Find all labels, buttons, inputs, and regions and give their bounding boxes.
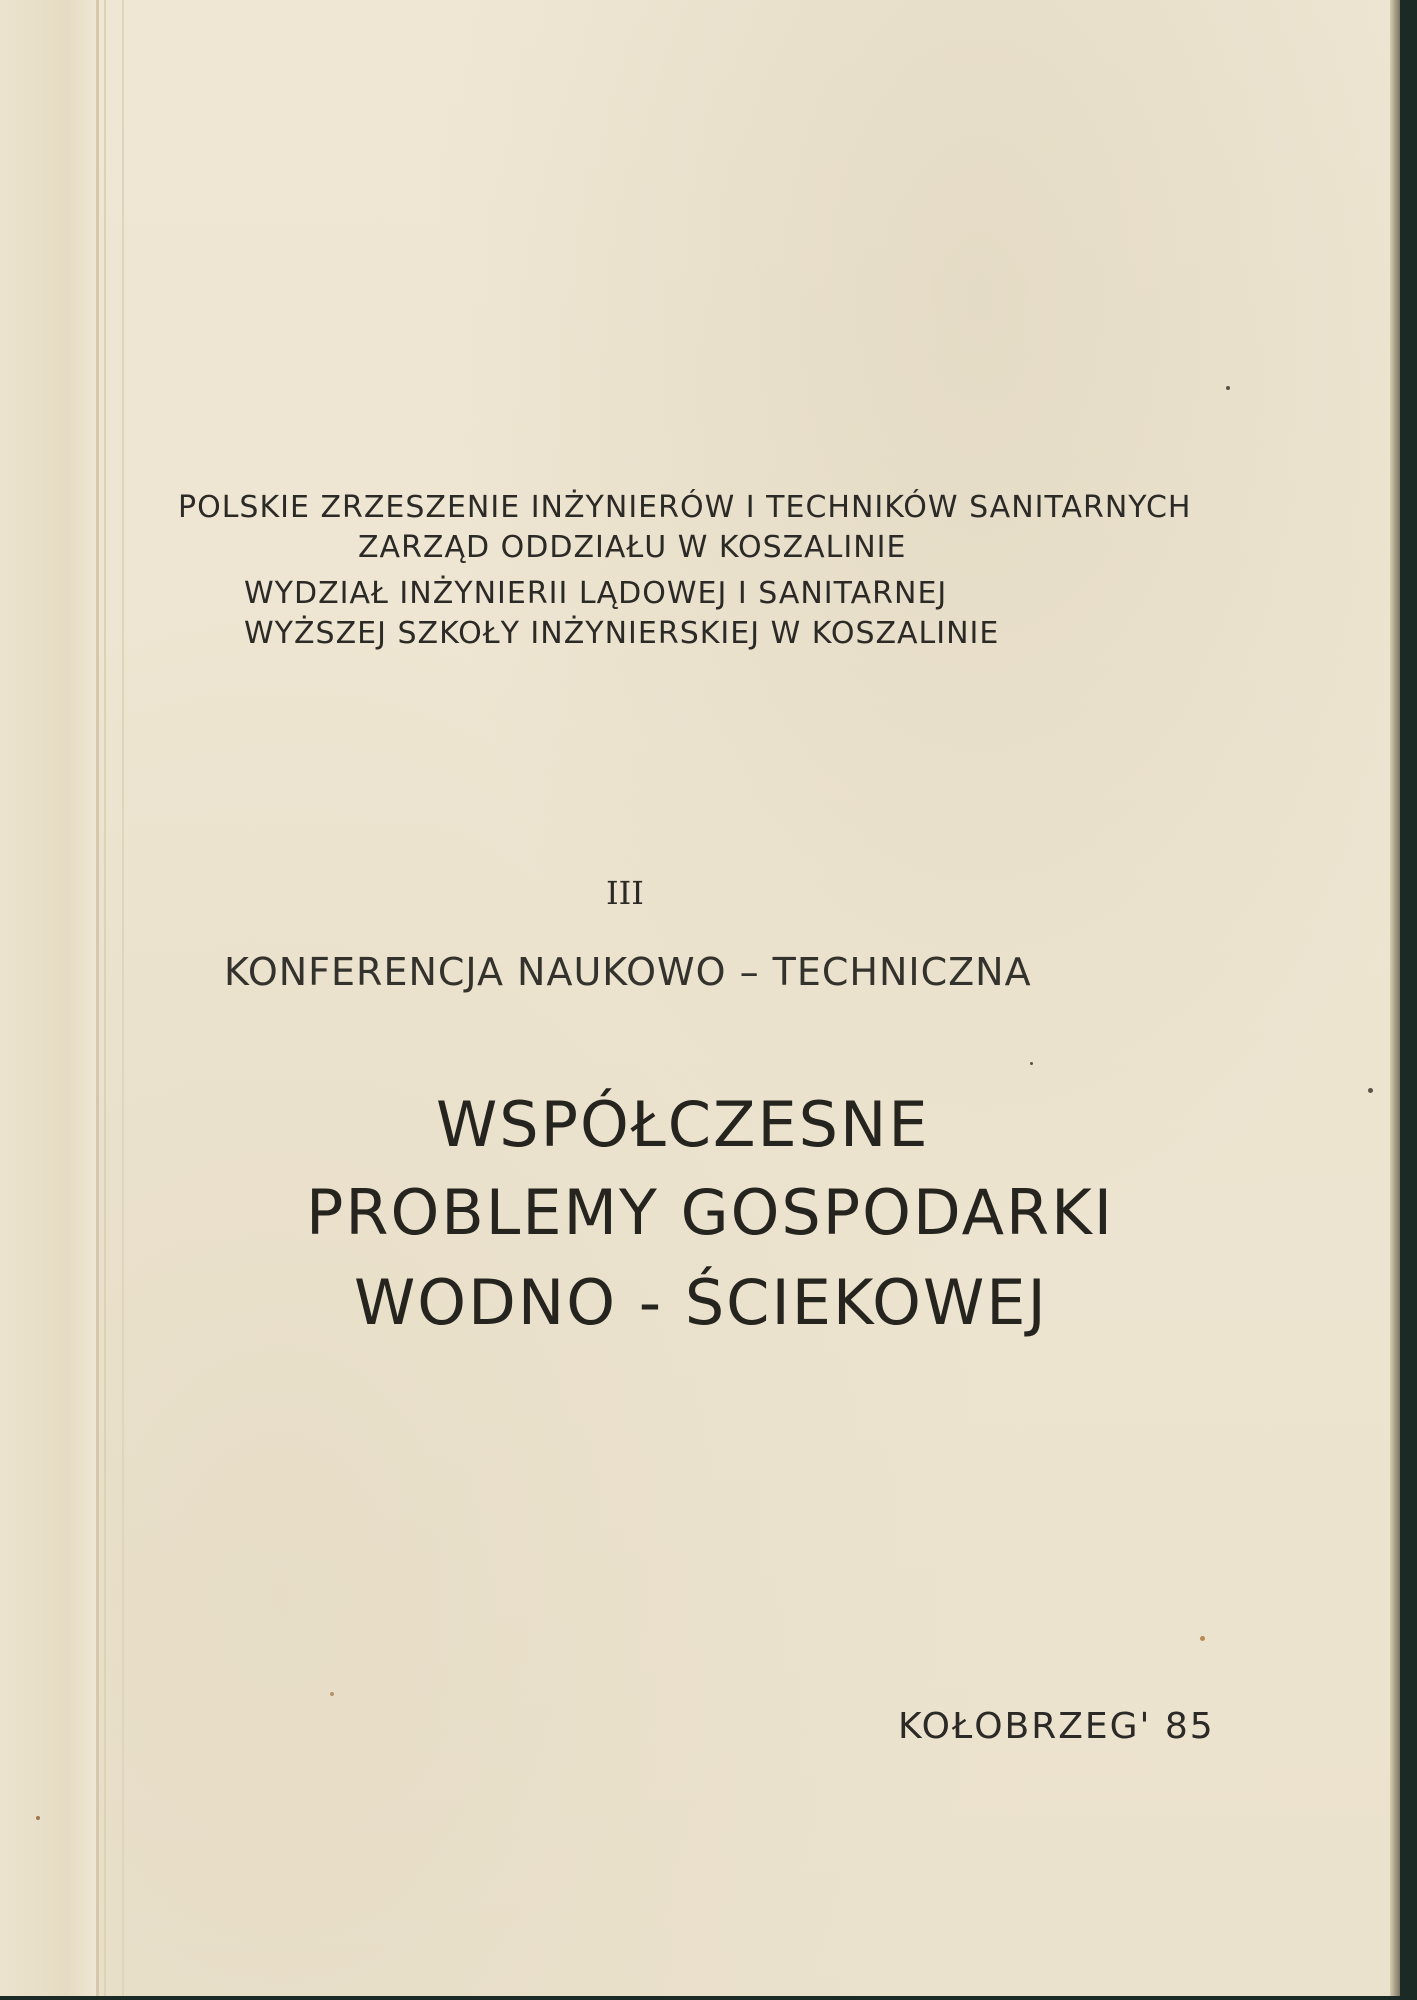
- paper-speck: [1226, 386, 1230, 390]
- organization-line-1: POLSKIE ZRZESZENIE INŻYNIERÓW I TECHNIKÓW SANITARNYCH: [178, 490, 1192, 525]
- spine-binding: [0, 0, 96, 1996]
- paper-speck: [1030, 1062, 1033, 1065]
- title-line-2: PROBLEMY GOSPODARKI: [306, 1176, 1115, 1249]
- organization-line-3: WYDZIAŁ INŻYNIERII LĄDOWEJ I SANITARNEJ: [244, 576, 948, 611]
- spine-crease: [104, 0, 106, 1996]
- paper-speck: [1200, 1636, 1205, 1641]
- edition-number: III: [606, 874, 644, 912]
- title-line-3: WODNO - ŚCIEKOWEJ: [354, 1266, 1048, 1339]
- place-and-year: KOŁOBRZEG' 85: [898, 1706, 1215, 1747]
- spine-crease: [96, 0, 99, 1996]
- conference-label: KONFERENCJA NAUKOWO – TECHNICZNA: [224, 950, 1032, 994]
- organization-line-2: ZARZĄD ODDZIAŁU W KOSZALINIE: [358, 530, 907, 565]
- title-line-1: WSPÓŁCZESNE: [436, 1088, 930, 1161]
- paper-speck: [330, 1692, 334, 1696]
- spine-crease: [122, 0, 124, 1996]
- cover-edge-shadow: [1390, 0, 1400, 1996]
- paper-speck: [1368, 1088, 1373, 1093]
- paper-speck: [36, 1816, 40, 1820]
- organization-line-4: WYŻSZEJ SZKOŁY INŻYNIERSKIEJ W KOSZALINIE: [244, 616, 1000, 651]
